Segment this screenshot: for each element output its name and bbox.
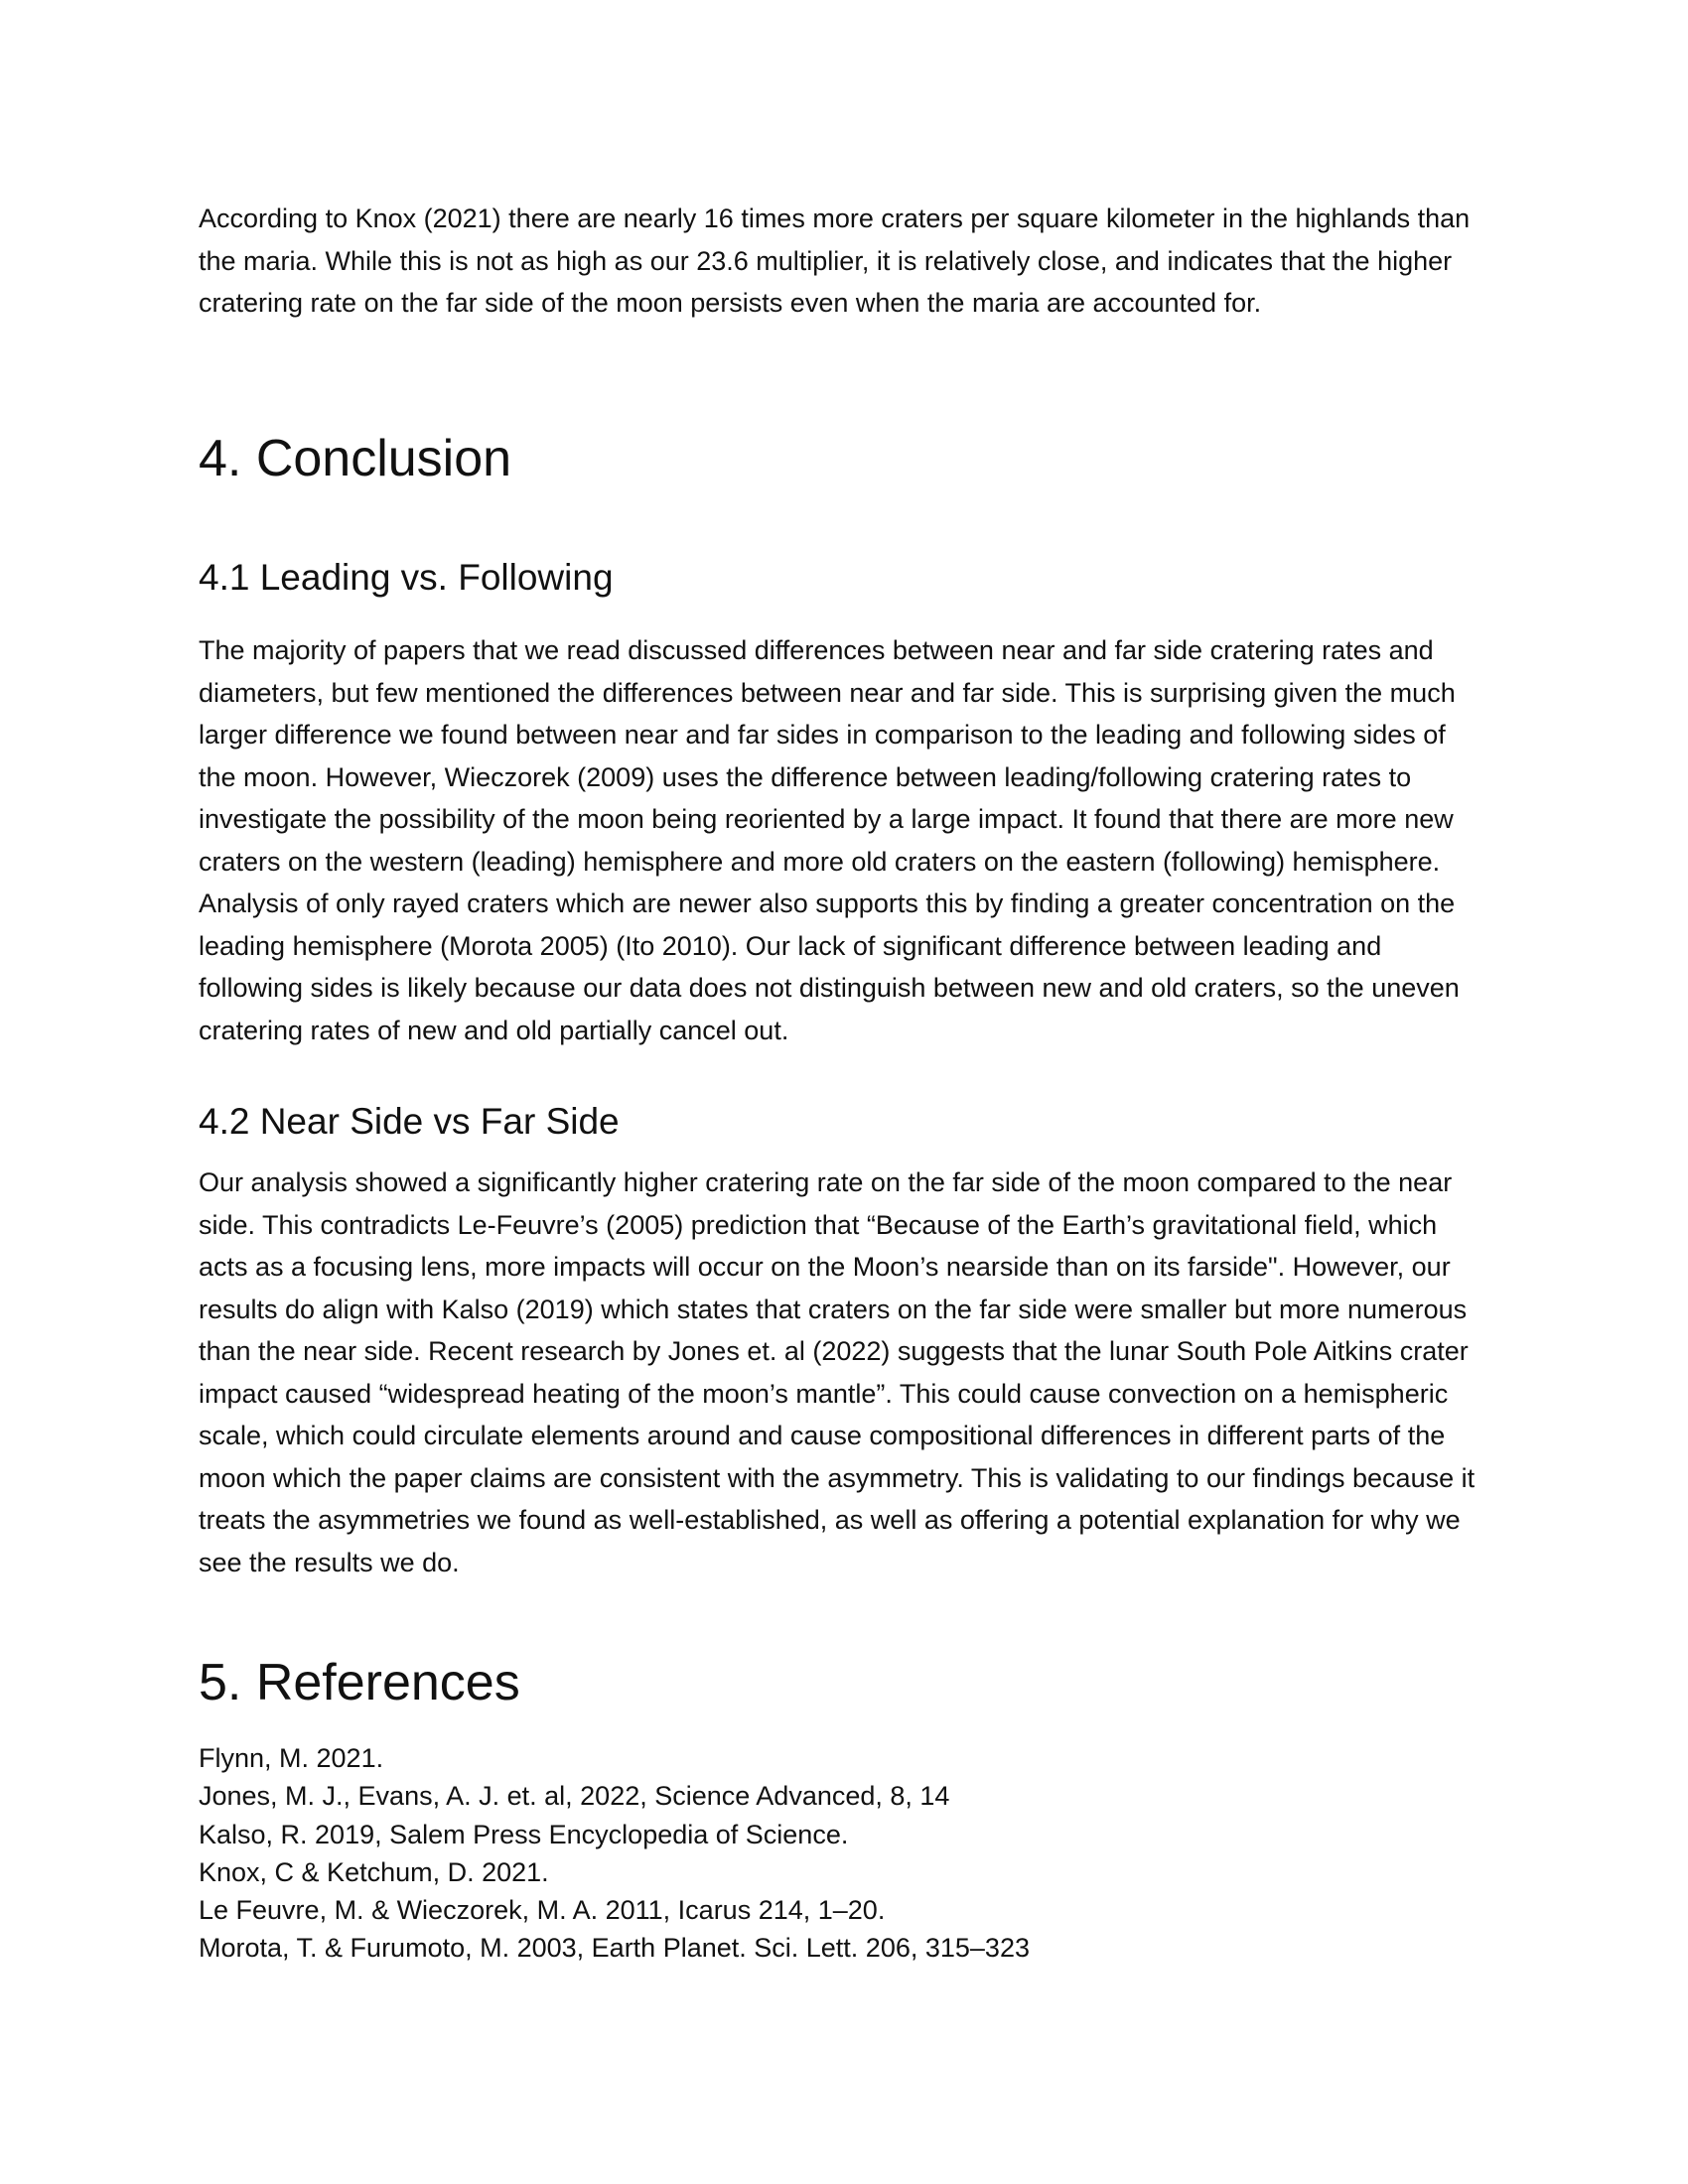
near-vs-far-side-heading: 4.2 Near Side vs Far Side [199,1101,620,1142]
reference-item: Flynn, M. 2021. [199,1743,384,1773]
reference-item: Le Feuvre, M. & Wieczorek, M. A. 2011, Icarus 214, 1–20. [199,1895,886,1926]
conclusion-heading: 4. Conclusion [199,430,512,487]
reference-item: Jones, M. J., Evans, A. J. et. al, 2022, Science Advanced, 8, 14 [199,1781,950,1812]
references-list [199,1739,1489,1968]
reference-item: Kalso, R. 2019, Salem Press Encyclopedia of Science. [199,1819,849,1849]
reference-item: Knox, C & Ketchum, D. 2021. [199,1856,549,1887]
leading-vs-following-heading: 4.1 Leading vs. Following [199,557,614,598]
near-vs-far-side-paragraph: Our analysis showed a significantly higher cratering rate on the far side of the moon compared to the near side. This contradicts Le-Feuvre’s (2005) prediction that “Because of the Earth’s gravitational field, which acts as a focusing lens, more impacts will occur on the Moon’s nearside than on its farside". However, our results do align with Kalso (2019) which states that craters on the far side were smaller but more numerous than the near side. Recent research by Jones et. al (2022) suggests that the lunar South Pole Aitkins crater impact caused “widespread heating of the moon’s mantle”. This could cause convection on a hemispheric scale, which could circulate elements around and cause compositional differences in different parts of the moon which the paper claims are consistent with the asymmetry. This is validating to our findings because it treats the asymmetries we found as well-established, as well as offering a potential explanation for why we see the results we do. [199,1167,1476,1577]
references-heading: 5. References [199,1654,520,1711]
leading-vs-following-paragraph: The majority of papers that we read discussed differences between near and far side cratering rates and diameters, but few mentioned the differences between near and far side. This is surprising given the much larger difference we found between near and far sides in comparison to the leading and following sides of the moon. However, Wieczorek (2009) uses the difference between leading/following cratering rates to investigate the possibility of the moon being reoriented by a large impact. It found that there are more new craters on the western (leading) hemisphere and more old craters on the eastern (following) hemisphere. Analysis of only rayed craters which are newer also supports this by finding a greater concentration on the leading hemisphere (Morota 2005) (Ito 2010). Our lack of significant difference between leading and following sides is likely because our data does not distinguish between new and old craters, so the uneven cratering rates of new and old partially cancel out. [199,635,1460,1045]
intro-paragraph: According to Knox (2021) there are nearly 16 times more craters per square kilometer in the highlands than the maria. While this is not as high as our 23.6 multiplier, it is relatively close, and indicates that the higher cratering rate on the far side of the moon persists even when the maria are accounted for. [199,204,1471,318]
reference-item: Morota, T. & Furumoto, M. 2003, Earth Planet. Sci. Lett. 206, 315–323 [199,1933,1030,1964]
